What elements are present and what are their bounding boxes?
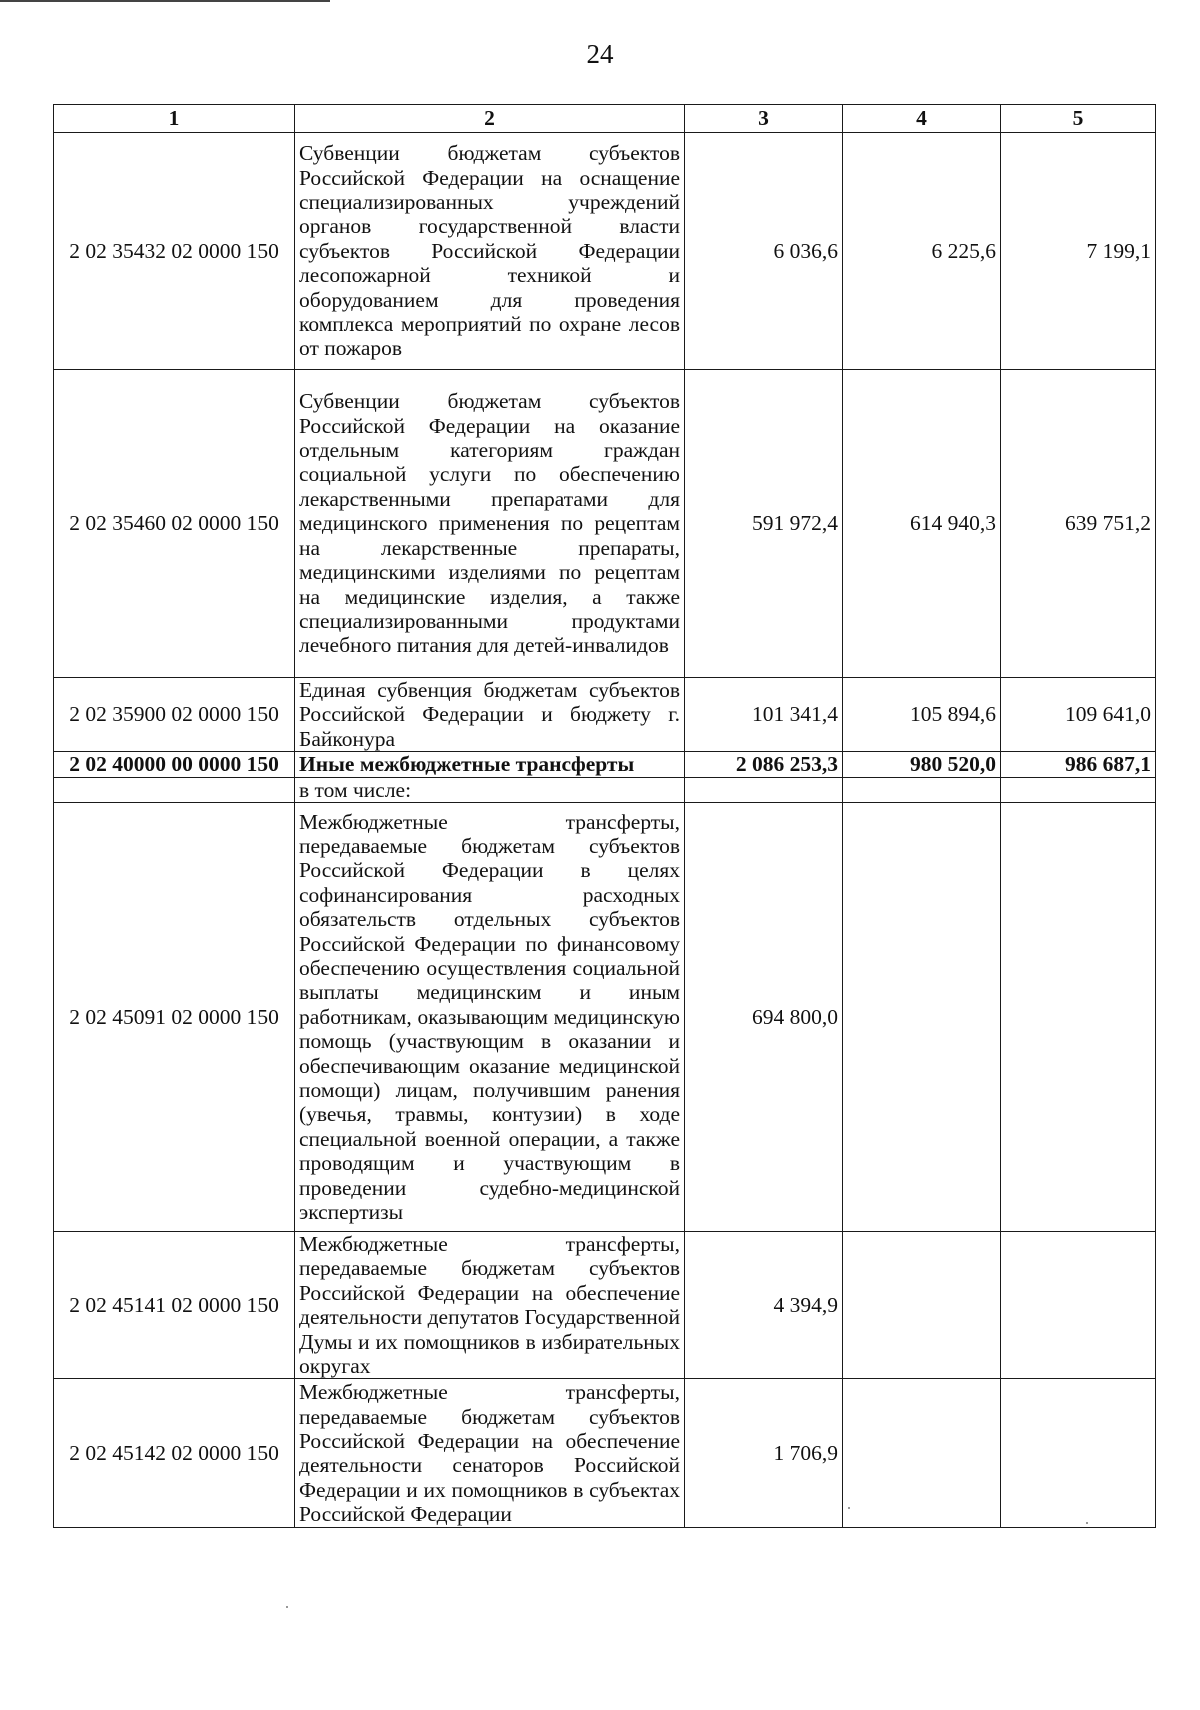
budget-code-cell: 2 02 45142 02 0000 150	[54, 1379, 295, 1528]
amount-col4-cell: 980 520,0	[843, 752, 1001, 777]
amount-col4-cell	[843, 777, 1001, 802]
amount-col5-cell: 7 199,1	[1001, 133, 1156, 370]
description-cell: Единая субвенция бюджетам субъектов Российской Федерации и бюджету г. Байконура	[295, 678, 685, 752]
amount-col3-cell: 6 036,6	[685, 133, 843, 370]
description-cell: Межбюджетные трансферты, передаваемые бюджетам субъектов Российской Федерации в целях софинансирования расходных обязательств отдельных субъектов Российской Федерации по финансовому обеспечению осуществления социальной выплаты медицинским и иным работникам, оказывающим медицинскую помощь (участвующим в оказании и обеспечивающим оказание медицинской помощи) лицам, получившим ранения (увечья, травмы, контузии) в ходе специальной военной операции, а также проводящим и участвующим в проведении судебно-медицинской экспертизы	[295, 803, 685, 1232]
table-row	[54, 803, 1156, 1232]
scan-speck	[1086, 1522, 1088, 1524]
amount-col3-cell: 694 800,0	[685, 803, 843, 1232]
description-cell: Иные межбюджетные трансферты	[295, 752, 685, 777]
page-number: 24	[586, 39, 614, 69]
amount-col4-cell	[843, 803, 1001, 1232]
amount-col5-cell: 986 687,1	[1001, 752, 1156, 777]
header-cell-2: 2	[295, 105, 685, 133]
budget-code-cell: 2 02 45091 02 0000 150	[54, 803, 295, 1232]
description-cell: Субвенции бюджетам субъектов Российской Федерации на оснащение специализированных учреждений органов государственной власти субъектов Российской Федерации лесопожарной техникой и оборудованием для проведения комплекса мероприятий по охране лесов от пожаров	[295, 133, 685, 370]
table-row	[54, 133, 1156, 370]
amount-col3-cell: 4 394,9	[685, 1232, 843, 1379]
amount-col4-cell: 614 940,3	[843, 370, 1001, 678]
scan-edge-line	[0, 0, 330, 2]
amount-col5-cell	[1001, 1232, 1156, 1379]
budget-code-cell: 2 02 45141 02 0000 150	[54, 1232, 295, 1379]
table-row	[54, 370, 1156, 678]
description-cell: Субвенции бюджетам субъектов Российской Федерации на оказание отдельным категориям граждан социальной услуги по обеспечению лекарственными препаратами для медицинского применения по рецептам на лекарственные препараты, медицинскими изделиями по рецептам на медицинские изделия, а также специализированными продуктами лечебного питания для детей-инвалидов	[295, 370, 685, 678]
header-cell-3: 3	[685, 105, 843, 133]
table-row-subheading	[54, 777, 1156, 802]
budget-code-cell: 2 02 40000 00 0000 150	[54, 752, 295, 777]
table-row	[54, 1379, 1156, 1528]
table-row-total	[54, 752, 1156, 777]
description-cell: в том числе:	[295, 777, 685, 802]
table-row	[54, 1232, 1156, 1379]
header-cell-1: 1	[54, 105, 295, 133]
amount-col5-cell	[1001, 803, 1156, 1232]
description-cell: Межбюджетные трансферты, передаваемые бюджетам субъектов Российской Федерации на обеспечение деятельности депутатов Государственной Думы и их помощников в избирательных округах	[295, 1232, 685, 1379]
description-cell: Межбюджетные трансферты, передаваемые бюджетам субъектов Российской Федерации на обеспечение деятельности сенаторов Российской Федерации и их помощников в субъектах Российской Федерации	[295, 1379, 685, 1528]
amount-col5-cell: 109 641,0	[1001, 678, 1156, 752]
amount-col4-cell	[843, 1379, 1001, 1528]
amount-col3-cell: 101 341,4	[685, 678, 843, 752]
amount-col3-cell: 2 086 253,3	[685, 752, 843, 777]
scan-speck	[286, 1606, 288, 1608]
budget-table	[53, 104, 1156, 1528]
amount-col5-cell	[1001, 777, 1156, 802]
amount-col4-cell: 6 225,6	[843, 133, 1001, 370]
budget-code-cell	[54, 777, 295, 802]
amount-col5-cell: 639 751,2	[1001, 370, 1156, 678]
scan-speck	[848, 1507, 850, 1509]
header-row	[54, 105, 1156, 133]
budget-code-cell: 2 02 35900 02 0000 150	[54, 678, 295, 752]
amount-col4-cell	[843, 1232, 1001, 1379]
amount-col5-cell	[1001, 1379, 1156, 1528]
amount-col3-cell	[685, 777, 843, 802]
header-cell-5: 5	[1001, 105, 1156, 133]
table-row	[54, 678, 1156, 752]
amount-col3-cell: 591 972,4	[685, 370, 843, 678]
amount-col4-cell: 105 894,6	[843, 678, 1001, 752]
amount-col3-cell: 1 706,9	[685, 1379, 843, 1528]
budget-code-cell: 2 02 35432 02 0000 150	[54, 133, 295, 370]
header-cell-4: 4	[843, 105, 1001, 133]
budget-code-cell: 2 02 35460 02 0000 150	[54, 370, 295, 678]
budget-table-container	[53, 104, 1155, 1528]
